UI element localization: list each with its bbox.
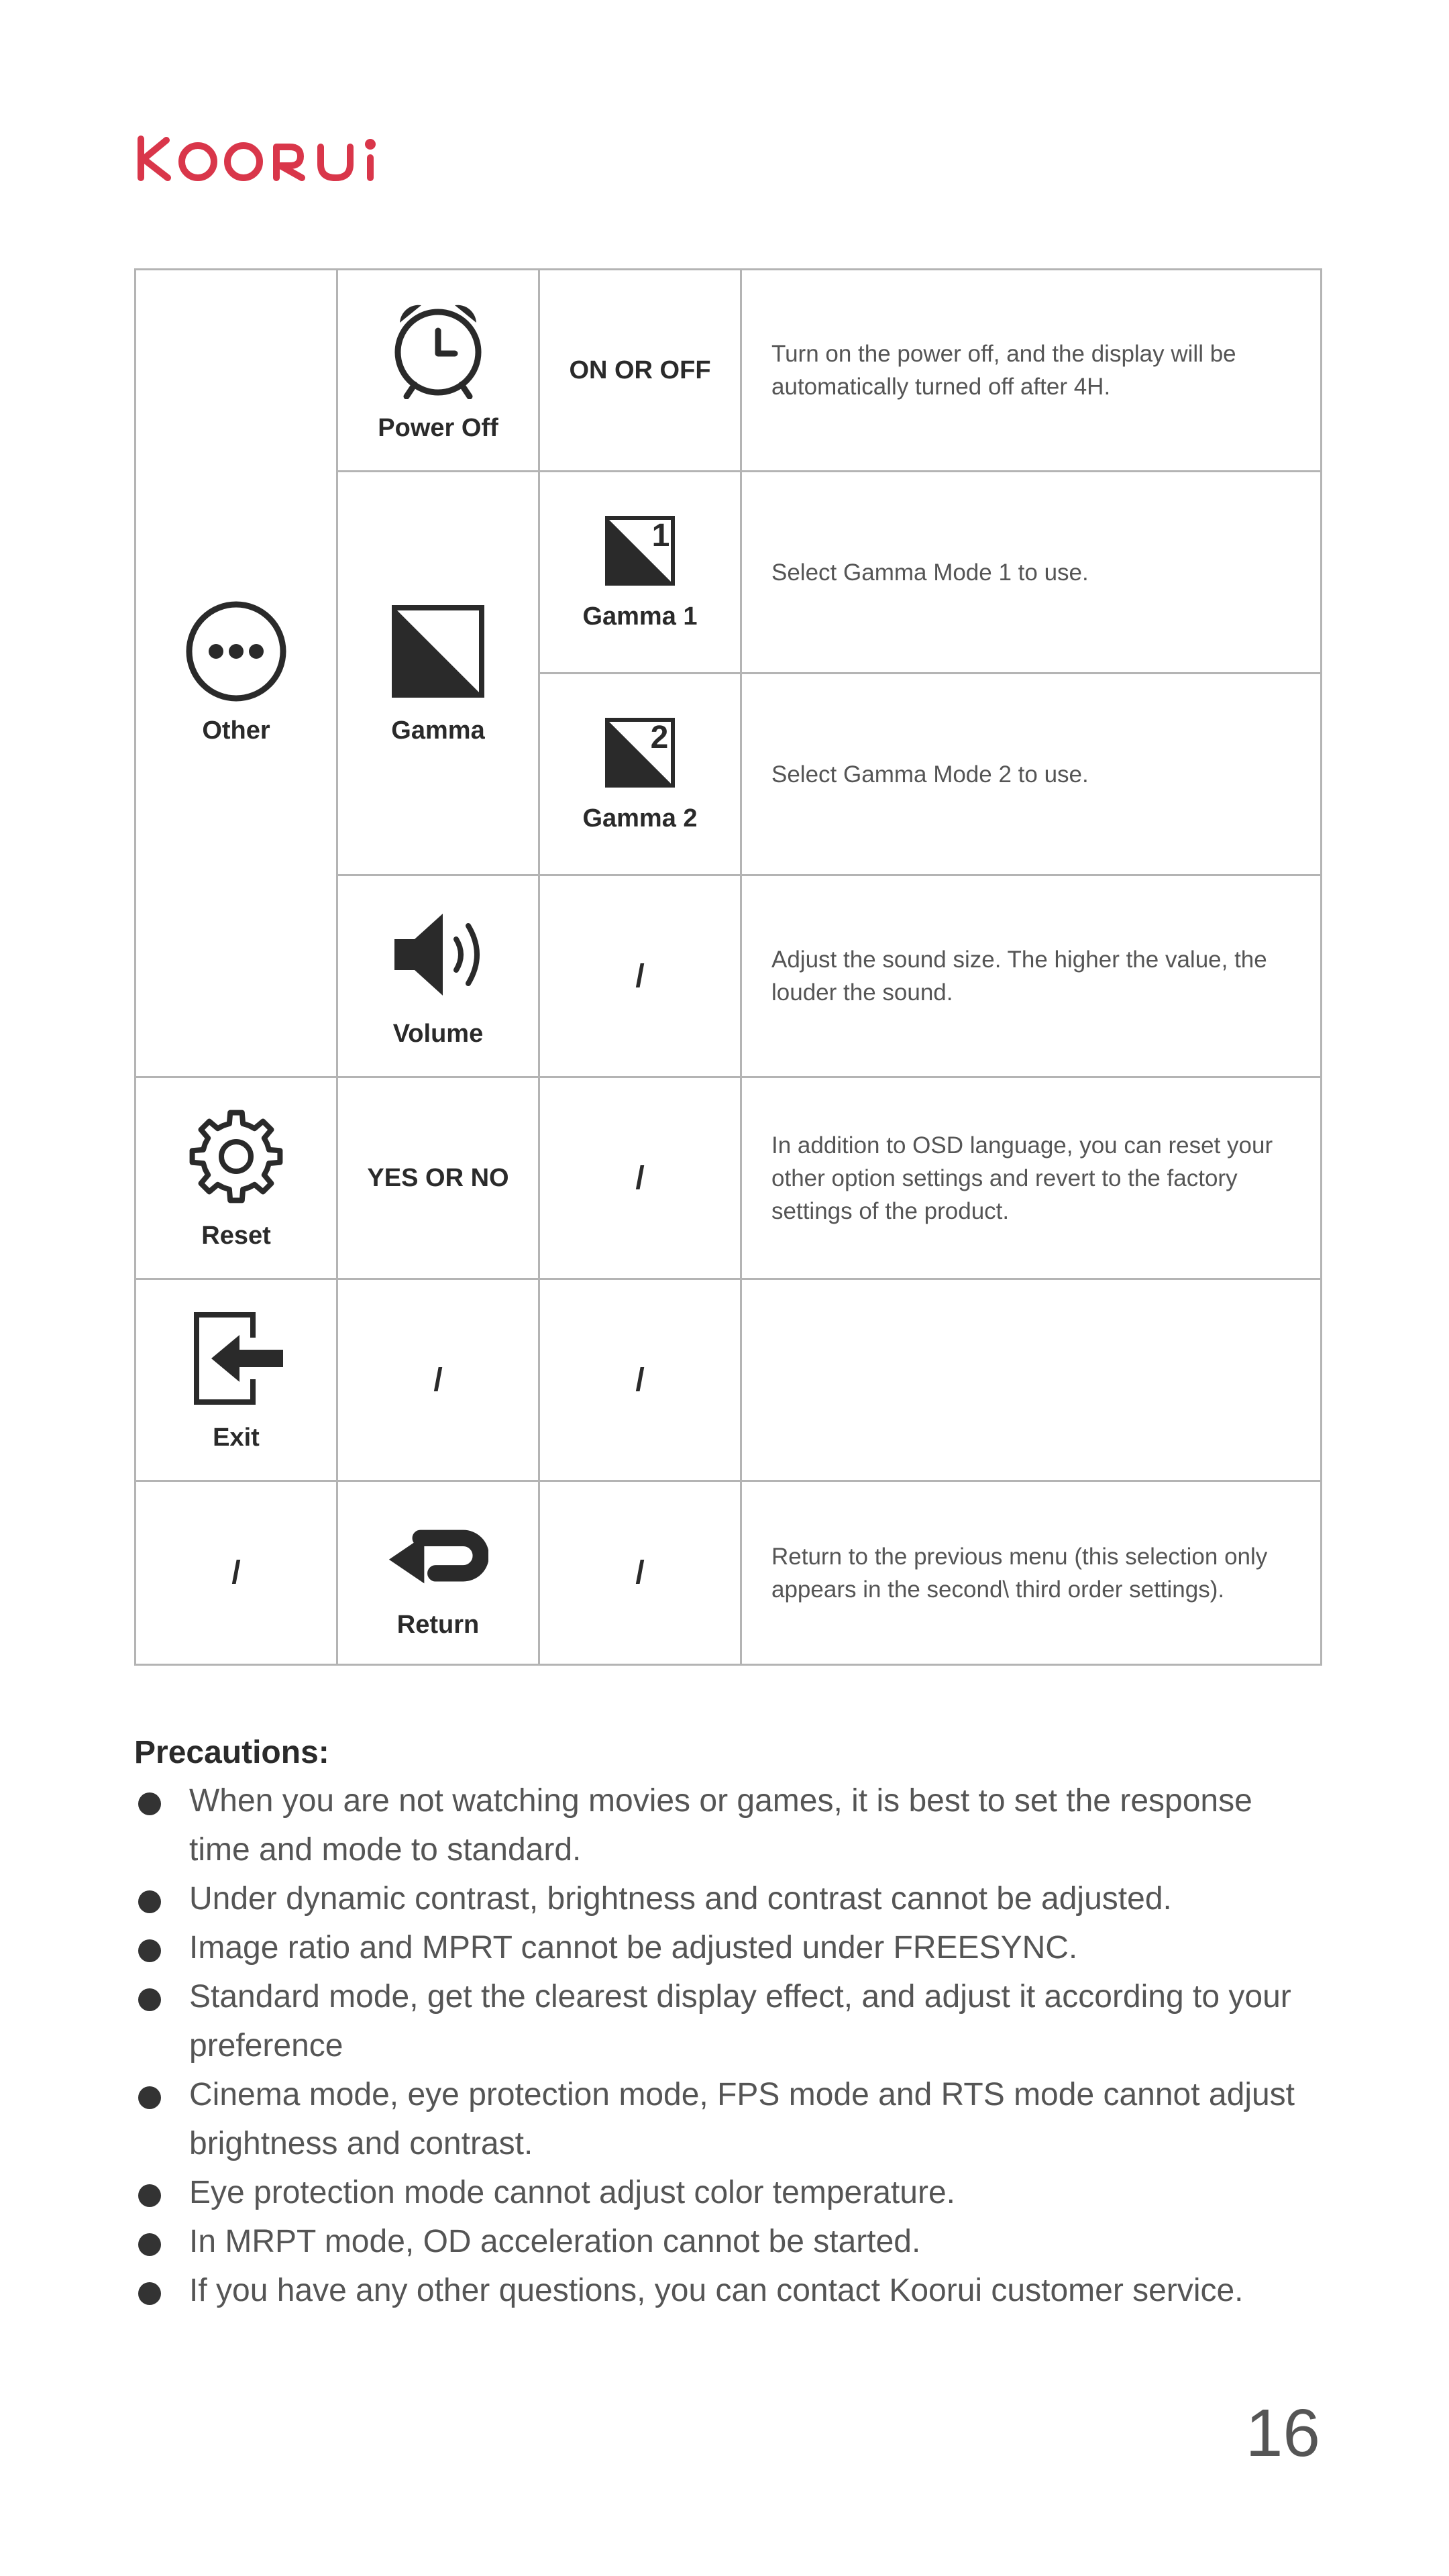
precaution-item: If you have any other questions, you can contact Koorui customer service. (134, 2266, 1320, 2315)
reset-cell (136, 1077, 337, 1279)
volume-label: Volume (392, 1019, 484, 1048)
return-option-cell (539, 1481, 741, 1665)
brand-logo (134, 131, 382, 184)
return-cell (337, 1481, 539, 1665)
exit-value-cell (337, 1279, 539, 1481)
return-label: Return (396, 1611, 480, 1639)
gamma-icon (388, 601, 488, 702)
return-description-cell (741, 1481, 1322, 1665)
precautions-title: Precautions: (134, 1735, 329, 1770)
power-off-value-cell (539, 270, 741, 472)
exit-value: / (433, 1362, 443, 1398)
more-dots-icon (186, 601, 286, 702)
precaution-item: In MRPT mode, OD acceleration cannot be started. (134, 2217, 1320, 2266)
exit-icon (186, 1308, 286, 1409)
precautions-list (134, 1776, 1320, 2315)
precaution-item: Under dynamic contrast, brightness and contrast cannot be adjusted. (134, 1874, 1320, 1923)
osd-menu-table (134, 268, 1322, 1666)
power-off-label: Power Off (378, 413, 498, 442)
precaution-item: When you are not watching movies or games, it is best to set the response time and mode to standard. (134, 1776, 1320, 1874)
gamma-2-icon (603, 716, 677, 790)
exit-label: Exit (213, 1423, 260, 1452)
gamma-1-description-cell (741, 472, 1322, 674)
gamma-label: Gamma (391, 716, 485, 745)
volume-value-cell (539, 875, 741, 1077)
gamma-2-label: Gamma 2 (582, 804, 698, 833)
other-label: Other (202, 716, 270, 745)
reset-option: / (635, 1160, 645, 1196)
gamma-cell (337, 472, 539, 875)
page-number: 16 (1245, 2396, 1320, 2471)
reset-description: In addition to OSD language, you can reset your other option settings and revert to the factory settings of the product. (771, 1132, 1273, 1224)
volume-value: / (635, 958, 645, 994)
gamma-1-label: Gamma 1 (582, 602, 698, 631)
reset-description-cell (741, 1077, 1322, 1279)
return-category: / (231, 1555, 241, 1591)
precaution-item: Cinema mode, eye protection mode, FPS mode and RTS mode cannot adjust brightness and contrast. (134, 2070, 1320, 2168)
exit-option: / (635, 1362, 645, 1398)
speaker-icon (388, 904, 488, 1005)
gamma-1-cell (539, 472, 741, 674)
alarm-clock-icon (388, 299, 488, 399)
power-off-description: Turn on the power off, and the display will be automatically turned off after 4H. (771, 341, 1236, 400)
return-description: Return to the previous menu (this selection only appears in the second\ third order settings). (771, 1543, 1268, 1603)
power-off-value: ON OR OFF (569, 356, 711, 384)
precaution-item: Standard mode, get the clearest display effect, and adjust it according to your preference (134, 1972, 1320, 2070)
return-option: / (635, 1555, 645, 1591)
power-off-description-cell (741, 270, 1322, 472)
power-off-cell (337, 270, 539, 472)
gamma-1-description: Select Gamma Mode 1 to use. (771, 559, 1089, 586)
reset-value: YES OR NO (367, 1163, 509, 1192)
return-category-cell (136, 1481, 337, 1665)
reset-value-cell (337, 1077, 539, 1279)
gamma-2-description-cell (741, 674, 1322, 875)
reset-label: Reset (201, 1221, 271, 1250)
volume-description-cell (741, 875, 1322, 1077)
exit-description-cell (741, 1279, 1322, 1481)
return-arrow-icon (388, 1506, 488, 1607)
gamma-1-icon (603, 514, 677, 588)
precautions-section (134, 1734, 1320, 2315)
exit-option-cell (539, 1279, 741, 1481)
precaution-item: Eye protection mode cannot adjust color temperature. (134, 2168, 1320, 2217)
reset-option-cell (539, 1077, 741, 1279)
gamma-2-description: Select Gamma Mode 2 to use. (771, 761, 1089, 788)
volume-description: Adjust the sound size. The higher the value, the louder the sound. (771, 947, 1267, 1006)
gamma-1-number: 1 (651, 517, 670, 553)
precaution-item: Image ratio and MPRT cannot be adjusted under FREESYNC. (134, 1923, 1320, 1972)
volume-cell (337, 875, 539, 1077)
gear-icon (186, 1106, 286, 1207)
exit-cell (136, 1279, 337, 1481)
gamma-2-number: 2 (650, 719, 669, 755)
gamma-2-cell (539, 674, 741, 875)
other-cell (136, 270, 337, 1077)
